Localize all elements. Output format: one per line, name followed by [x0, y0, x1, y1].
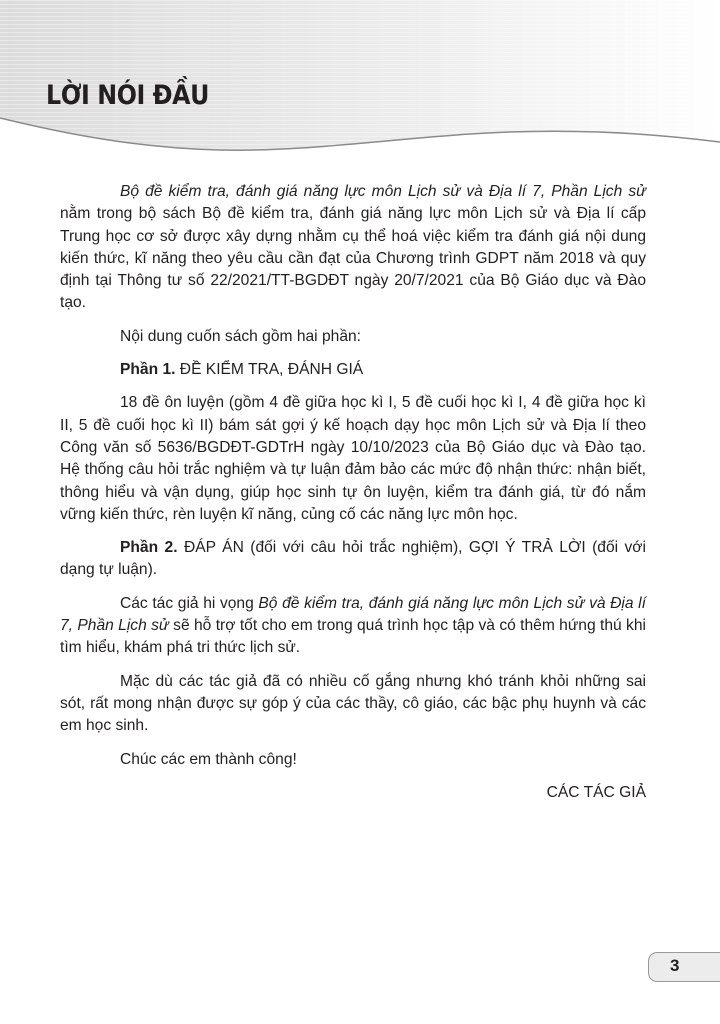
page-title: LỜI NÓI ĐẦU [46, 80, 209, 111]
paragraph-hope-start: Các tác giả hi vọng [120, 594, 259, 612]
paragraph-hope [60, 593, 646, 660]
signature: CÁC TÁC GIẢ [546, 783, 646, 801]
paragraph-part-1-description: 18 đề ôn luyện (gồm 4 đề giữa học kì I, 5 đề cuối học kì I, 4 đề giữa học kì II, 5 đề cuối học kì II) bám sát gợi ý kế hoạch dạy học môn Lịch sử và Địa lí theo Công văn số 5636/BGDĐT-GDTrH ngày 10/10/2023 của Bộ Giáo dục và Đào tạo. Hệ thống câu hỏi trắc nghiệm và tự luận đảm bảo các mức độ nhận thức: nhận biết, thông hiểu và vận dụng, giúp học sinh tự ôn luyện, kiểm tra đánh giá, từ đó nắm vững kiến thức, rèn luyện kĩ năng, củng cố các năng lực môn học. [60, 394, 646, 523]
part-1-title: ĐỀ KIỂM TRA, ĐÁNH GIÁ [175, 361, 364, 379]
part-2-label: Phần 2. [120, 539, 178, 557]
paragraph-intro [60, 181, 646, 315]
paragraph-contents: Nội dung cuốn sách gồm hai phần: [120, 327, 362, 345]
preface-body [60, 181, 646, 815]
part-1-label: Phần 1. [120, 361, 176, 379]
book-title-italic: Bộ đề kiểm tra, đánh giá năng lực môn Lịch sử và Địa lí 7, Phần Lịch sử [120, 183, 646, 200]
paragraph-intro-text: nằm trong bộ sách Bộ đề kiểm tra, đánh giá năng lực môn Lịch sử và Địa lí cấp Trung học cơ sở được xây dựng nhằm cụ thể hoá việc kiểm tra đánh giá nội dung kiến thức, kĩ năng theo yêu cầu cần đạt của Chương trình GDPT năm 2018 và quy định tại Thông tư số 22/2021/TT-BGDĐT ngày 20/7/2021 của Bộ Giáo dục và Đào tạo. [60, 205, 646, 312]
book-title-italic: Bộ đề kiểm tra, đánh giá năng lực môn Lịch sử và Địa lí 7, Phần Lịch sử [60, 594, 646, 635]
paragraph-part-2 [60, 537, 646, 582]
paragraph-hope-end: sẽ hỗ trợ tốt cho em trong quá trình học tập và có thêm hứng thú khi tìm hiểu, khám phá tri thức lịch sử. [60, 617, 646, 657]
paragraph-wishes: Chúc các em thành công! [120, 750, 297, 768]
paragraph-feedback: Mặc dù các tác giả đã có nhiều cố gắng nhưng khó tránh khỏi những sai sót, rất mong nhận được sự góp ý của các thầy, cô giáo, các bậc phụ huynh và các em học sinh. [60, 672, 646, 735]
page-number-tab [648, 952, 720, 982]
page-number: 3 [670, 956, 680, 975]
paragraph-part-1 [60, 359, 646, 381]
part-2-title: ĐÁP ÁN (đối với câu hỏi trắc nghiệm), GỢI Ý TRẢ LỜI (đối với dạng tự luận). [60, 539, 646, 579]
